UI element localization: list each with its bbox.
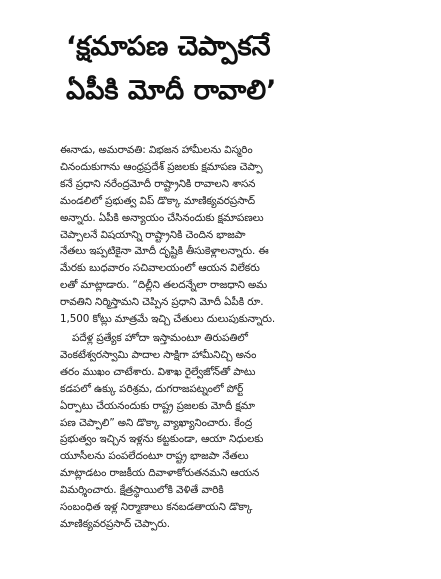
text-line: మాణిక్యవరప్రసాద్ చెప్పారు. bbox=[60, 517, 171, 530]
text-line: ప్రభుత్వం ఇచ్చిన ఇళ్లను కట్టకుండా, ఆయా నిధులకు bbox=[60, 433, 264, 446]
paragraph-1 bbox=[60, 142, 384, 328]
paragraph-2 bbox=[60, 330, 384, 533]
text-line: రావతిని నిర్మిస్తామని చెప్పిన ప్రధాని మోదీ ఏపీకి రూ. bbox=[60, 296, 264, 309]
text-line: తరం ముఖం చాటేశారు. విశాఖ రైల్వేజోన్‌తో పాటు bbox=[60, 365, 256, 378]
text-line: అన్నారు. ఏపీకి అన్యాయం చేసినందుకు క్షమాపణలు bbox=[60, 211, 264, 224]
text-line: లతో మాట్లాడారు. “దిల్లీని తలదన్నేలా రాజధాని అమ bbox=[60, 279, 268, 292]
text-line: మండలిలో ప్రభుత్వ విప్ డొక్కా మాణిక్యవరప్రసాద్ bbox=[60, 194, 255, 207]
text-line: పదేళ్ల ప్రత్యేక హోదా ఇస్తామంటూ తిరుపతిలో bbox=[72, 331, 248, 344]
newspaper-clipping bbox=[52, 28, 391, 543]
text-line: కడపలో ఉక్కు పరిశ్రమ, దుగరాజపట్నంలో పోర్ట్ bbox=[60, 382, 244, 395]
text-line: 1,500 కోట్లు మాత్రమే ఇచ్చి చేతులు దులుపుకున్నారు. bbox=[60, 313, 276, 326]
text-line: నేతలు ఇప్పటికైనా మోదీ దృష్టికి తీసుకెళ్లాలన్నారు. ఈ bbox=[60, 245, 269, 258]
headline-line-2: ఏపీకి మోదీ రావాలి’ bbox=[66, 75, 277, 106]
text-line: మాట్లాడటం రాజకీయ దివాళాకోరుతనమని ఆయన bbox=[60, 467, 260, 480]
text-line: ఏర్పాటు చేయనందుకు రాష్ట్ర ప్రజలకు మోదీ క్షమా bbox=[60, 399, 255, 412]
text-line: చినందుకుగాను ఆంధ్రప్రదేశ్ ప్రజలకు క్షమాపణ చెప్పా bbox=[60, 160, 263, 173]
text-line: విమర్శించారు. క్షేత్రస్థాయిలోకి వెళితే వారికి bbox=[60, 484, 224, 497]
text-line: ఈనాడు, అమరావతి: విభజన హామీలను విస్మరిం bbox=[60, 144, 253, 156]
text-line: పణ చెప్పాలి” అని డొక్కా వ్యాఖ్యానించారు. కేంద్ర bbox=[60, 416, 253, 429]
headline-line-1: ‘క్షమాపణ చెప్పాకనే bbox=[66, 31, 271, 62]
text-line: మేరకు బుధవారం సచివాలయంలో ఆయన విలేకరు bbox=[60, 262, 260, 275]
text-line: యూసీలను పంపలేదంటూ రాష్ట్ర భాజపా నేతలు bbox=[60, 450, 249, 463]
text-line: సంబంధిత ఇళ్ల నిర్మాణాలు కనబడతాయని డొక్కా bbox=[60, 501, 253, 514]
text-line: చెప్పాలనే విషయాన్ని రాష్ట్రానికి చెందిన భాజపా bbox=[60, 228, 246, 241]
article-body bbox=[60, 142, 384, 533]
text-line: వెంకటేశ్వరస్వామి పాదాల సాక్షిగా హామీనిచ్చి అనం bbox=[60, 348, 257, 361]
text-line: కనే ప్రధాని నరేంద్రమోదీ రాష్ట్రానికి రావాలని శాసన bbox=[60, 177, 256, 190]
